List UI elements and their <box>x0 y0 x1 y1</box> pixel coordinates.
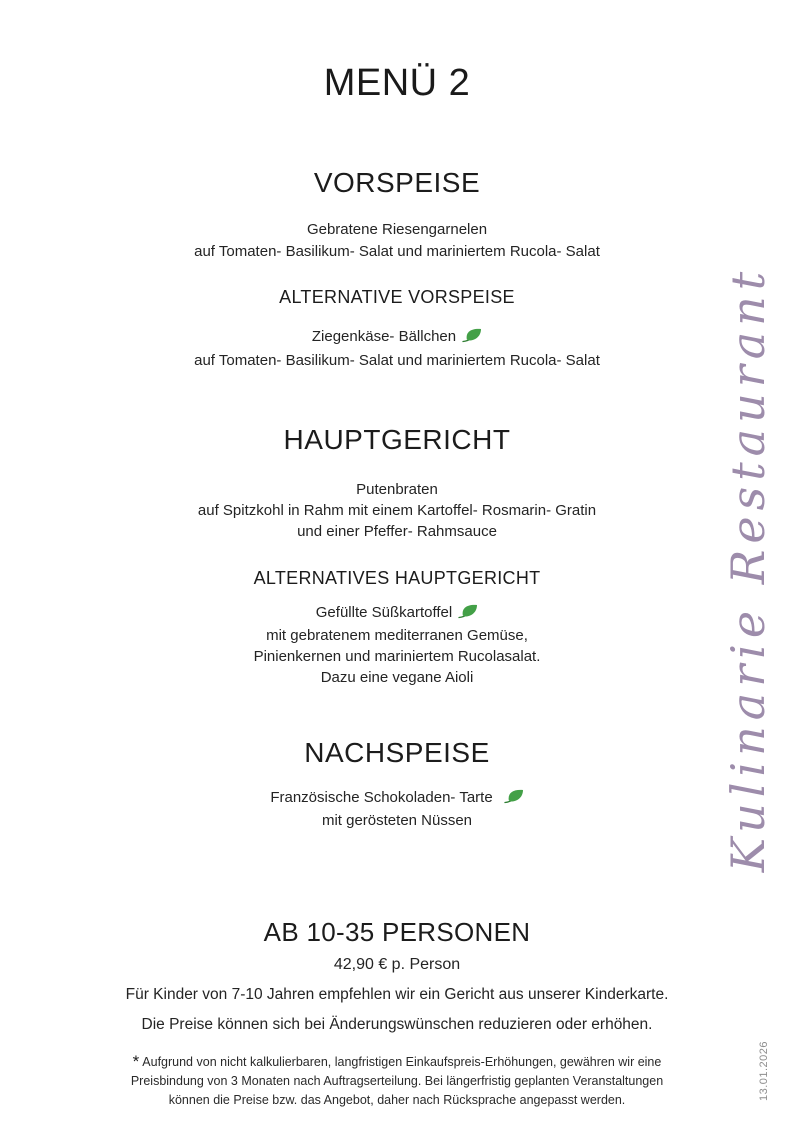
footnote-line: können die Preise bzw. das Angebot, daher nach Rücksprache angepasst werden. <box>168 1093 626 1107</box>
alt-heading-hauptgericht: ALTERNATIVES HAUPTGERICHT <box>253 568 541 588</box>
leaf-icon <box>458 604 478 625</box>
dish-line: mit gerösteten Nüssen <box>321 812 473 829</box>
dish-line: Gebratene Riesengarnelen <box>306 221 488 238</box>
dish-line: und einer Pfeffer- Rahmsauce <box>297 523 497 540</box>
dish-title-line <box>0 602 794 625</box>
section-heading-vorspeise: VORSPEISE <box>313 167 481 198</box>
section-heading-hauptgericht: HAUPTGERICHT <box>283 424 511 455</box>
alt-heading-vorspeise: ALTERNATIVE VORSPEISE <box>279 287 515 307</box>
dish-line: auf Spitzkohl in Rahm mit einem Kartoffel- Rosmarin- Gratin <box>197 502 597 519</box>
dish-title-line <box>0 787 794 810</box>
price-change-note: Die Preise können sich bei Änderungswünschen reduzieren oder erhöhen. <box>141 1016 653 1033</box>
dish-line: auf Tomaten- Basilikum- Salat und mariniertem Rucola- Salat <box>194 242 600 260</box>
footnote-asterisk: * <box>132 1052 140 1071</box>
dish-alt-vorspeise <box>0 326 794 371</box>
footnote-line: Preisbindung von 3 Monaten nach Auftragserteilung. Bei längerfristig geplanten Veranstaltungen <box>130 1074 664 1088</box>
dish-line: Putenbraten <box>356 481 438 498</box>
leaf-icon <box>462 328 482 350</box>
persons-heading: AB 10-35 PERSONEN <box>263 917 531 947</box>
footnote-line: * Aufgrund von nicht kalkulierbaren, langfristigen Einkaufspreis-Erhöhungen, gewähren wir eine <box>132 1052 662 1071</box>
dish-title: Ziegenkäse- Bällchen <box>311 328 457 345</box>
dish-line: Pinienkernen und mariniertem Rucolasalat. <box>253 648 541 665</box>
brand-script-vertical: Kulinarie Restaurant <box>721 265 775 873</box>
leaf-icon <box>504 789 524 810</box>
dish-line: mit gebratenem mediterranen Gemüse, <box>266 627 528 644</box>
page-title: MENÜ 2 <box>323 62 471 104</box>
dish-hauptgericht <box>0 479 794 542</box>
dish-title: Gefüllte Süßkartoffel <box>315 604 453 621</box>
dish-title: Französische Schokoladen- Tarte <box>270 789 493 806</box>
date-vertical: 13.01.2026 <box>758 1040 770 1102</box>
footnote <box>0 1051 794 1110</box>
dish-vorspeise <box>0 219 794 262</box>
dish-nachspeise <box>0 787 794 831</box>
section-heading-nachspeise: NACHSPEISE <box>304 737 490 768</box>
dish-line: Dazu eine vegane Aioli <box>320 669 474 686</box>
children-note: Für Kinder von 7-10 Jahren empfehlen wir ein Gericht aus unserer Kinderkarte. <box>125 986 669 1003</box>
dish-title-line <box>0 326 794 350</box>
dish-line: auf Tomaten- Basilikum- Salat und mariniertem Rucola- Salat <box>194 351 600 369</box>
dish-alt-hauptgericht <box>0 602 794 688</box>
price-per-person: 42,90 € p. Person <box>333 956 461 973</box>
